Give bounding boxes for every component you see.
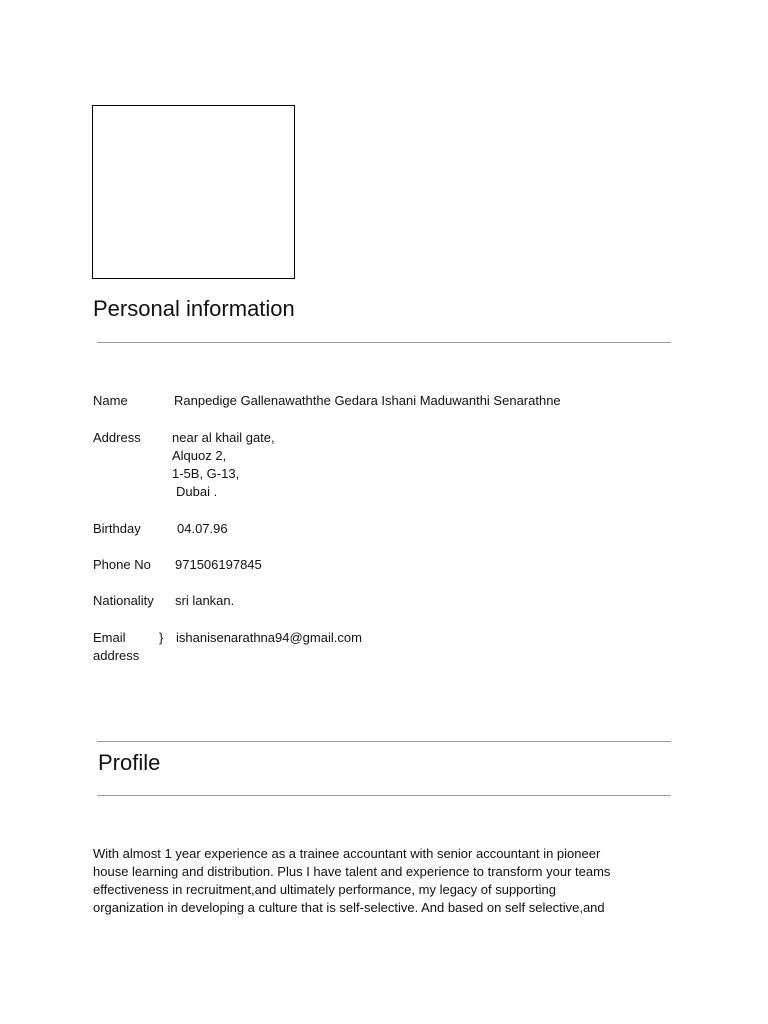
profile-paragraph: [93, 845, 683, 917]
personal-information-divider: [97, 342, 671, 343]
profile-bottom-divider: [97, 795, 671, 796]
email-label-line2: address: [93, 648, 140, 663]
nationality-label: Nationality: [93, 593, 154, 608]
phone-value: 971506197845: [175, 557, 262, 572]
profile-heading: Profile: [98, 750, 161, 775]
profile-line: house learning and distribution. Plus I have talent and experience to transform your teams: [93, 864, 611, 879]
profile-line: effectiveness in recruitment,and ultimately performance, my legacy of supporting: [93, 882, 556, 897]
address-line: Alquoz 2,: [172, 448, 227, 463]
profile-line: organization in developing a culture that is self-selective. And based on self selective,and: [93, 900, 605, 915]
email-value: ishanisenarathna94@gmail.com: [176, 630, 362, 645]
profile-line: With almost 1 year experience as a trainee accountant with senior accountant in pioneer: [93, 846, 601, 861]
phone-label: Phone No: [93, 557, 151, 572]
profile-top-divider: [97, 741, 671, 742]
photo-placeholder: [92, 105, 295, 279]
name-value: Ranpedige Gallenawaththe Gedara Ishani Maduwanthi Senarathne: [174, 393, 561, 408]
email-separator: }: [159, 630, 164, 645]
nationality-value: sri lankan.: [175, 593, 235, 608]
address-line: near al khail gate,: [172, 430, 275, 445]
personal-information-heading: Personal information: [93, 296, 295, 321]
address-line: 1-5B, G-13,: [172, 466, 240, 481]
birthday-label: Birthday: [93, 521, 141, 536]
email-label: Email: [93, 630, 126, 645]
address-label: Address: [93, 430, 141, 445]
birthday-value: 04.07.96: [177, 521, 228, 536]
name-label: Name: [93, 393, 128, 408]
address-line: Dubai .: [176, 484, 218, 499]
